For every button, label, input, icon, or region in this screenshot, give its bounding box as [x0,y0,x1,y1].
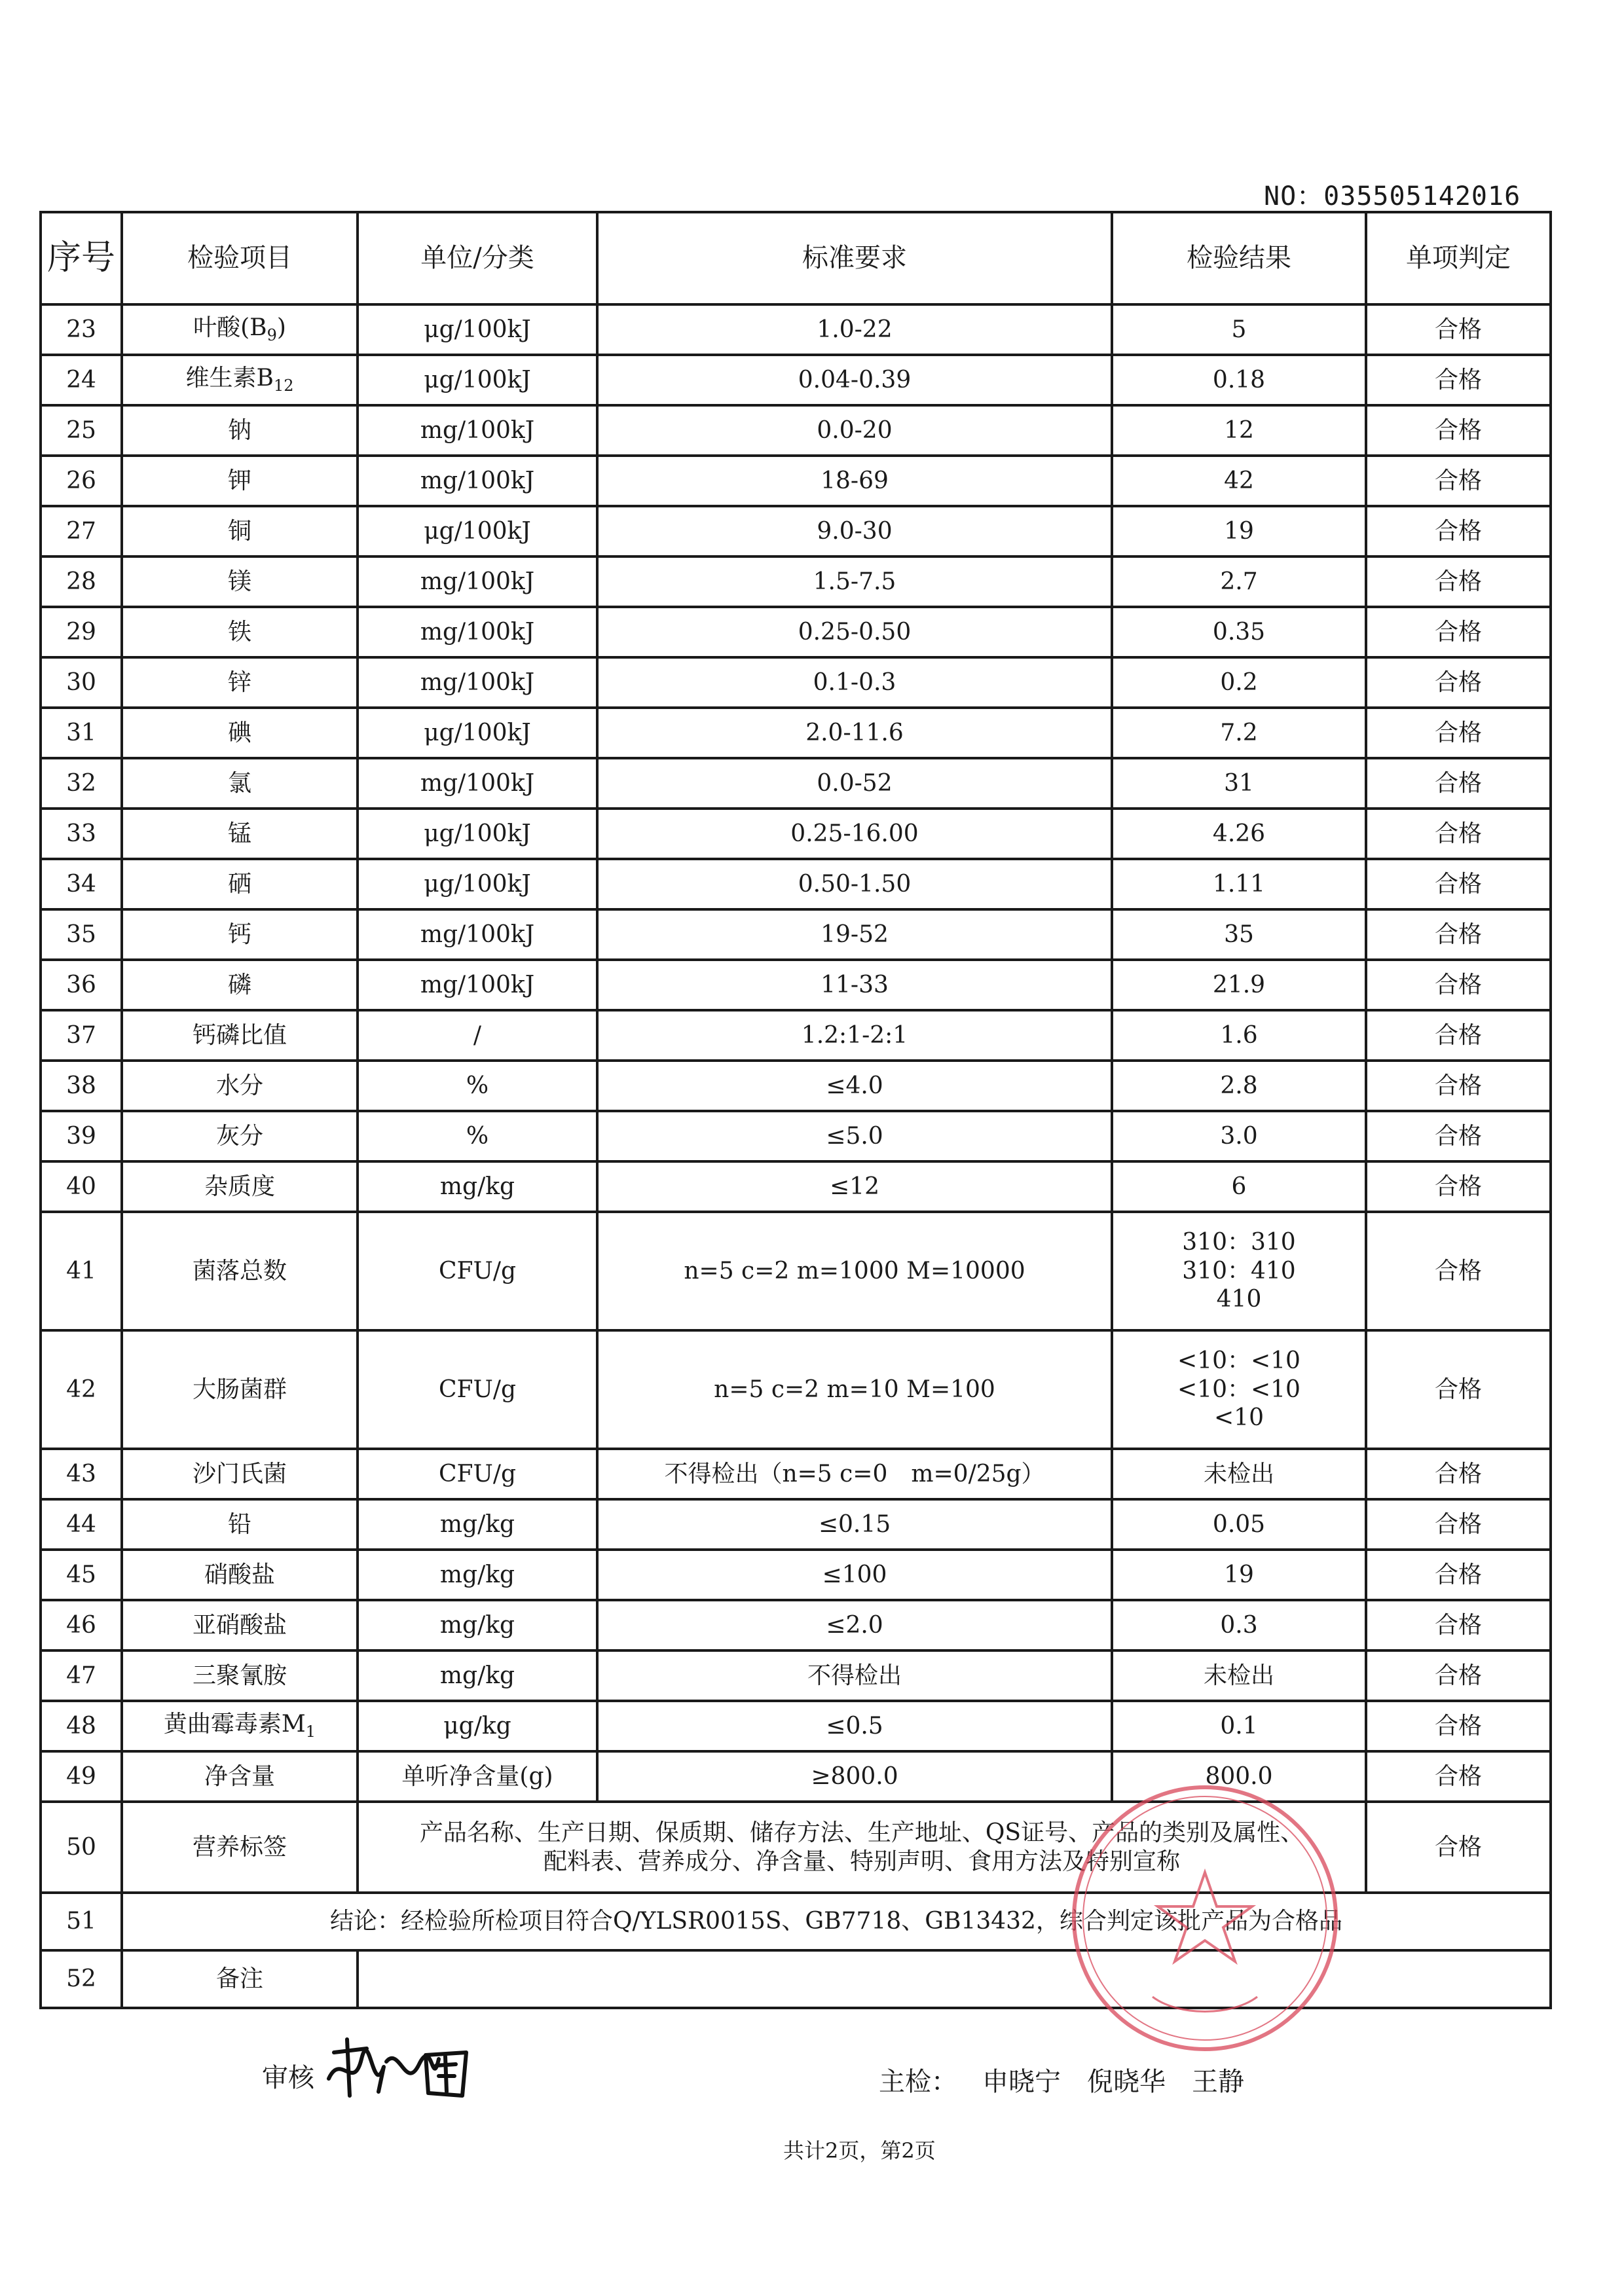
verdict: 合格 [1366,708,1551,758]
row-number: 42 [41,1330,122,1449]
verdict: 合格 [1366,1701,1551,1751]
row-number: 37 [41,1010,122,1061]
item-name [122,607,358,657]
row-number: 40 [41,1161,122,1212]
result: 19 [1112,506,1366,556]
verdict: 合格 [1366,809,1551,859]
table-row [41,506,1551,556]
official-seal [1061,1722,1369,2102]
table-row [41,1061,1551,1111]
label-requirements-line: 配料表、营养成分、净含量、特别声明、食用方法及特别宣称 [543,1848,1180,1875]
result: 未检出 [1112,1449,1366,1499]
verdict: 合格 [1366,1330,1551,1449]
item-name-text: 镁 [227,568,251,595]
item-name-text: 氯 [227,769,251,797]
table-row [41,304,1551,355]
result [1112,1330,1366,1449]
item-name [122,960,358,1010]
result: 6 [1112,1161,1366,1212]
row-number: 49 [41,1751,122,1802]
table-row [41,1650,1551,1701]
result-line: <10：<10 [1177,1376,1301,1403]
standard-requirement: 0.25-0.50 [597,607,1112,657]
row-number: 34 [41,859,122,909]
result: 0.35 [1112,607,1366,657]
item-name-text: 铜 [227,517,251,545]
item-name-subscript: 12 [273,376,294,395]
result-line: 310：310 [1182,1228,1296,1256]
item-name-text: 黄曲霉毒素M [163,1711,306,1738]
verdict: 合格 [1366,1499,1551,1550]
item-name-text: 钾 [227,467,251,494]
unit: / [358,1010,597,1061]
result: 0.18 [1112,355,1366,405]
standard-requirement: ≤0.5 [597,1701,1112,1751]
result-line: <10：<10 [1177,1347,1301,1374]
item-name-text: 杂质度 [204,1173,275,1200]
standard-requirement: ≤2.0 [597,1600,1112,1650]
header-seq: 序号 [41,212,122,304]
item-name-text: 三聚氰胺 [192,1662,287,1689]
unit: mg/100kJ [358,657,597,708]
item-name [122,1330,358,1449]
unit: mg/100kJ [358,607,597,657]
item-name [122,1701,358,1751]
table-row [41,355,1551,405]
item-name-text: 水分 [215,1072,263,1099]
verdict: 合格 [1366,1111,1551,1161]
table-row [41,607,1551,657]
row-number: 50 [41,1802,122,1893]
row-number: 23 [41,304,122,355]
verdict: 合格 [1366,657,1551,708]
verdict: 合格 [1366,909,1551,960]
row-number: 27 [41,506,122,556]
item-name-text: 磷 [227,971,251,998]
standard-requirement: 0.0-20 [597,405,1112,456]
item-name-text: 锌 [227,668,251,696]
table-row [41,1161,1551,1212]
item-name: 营养标签 [122,1802,358,1893]
standard-requirement: n=5 c=2 m=1000 M=10000 [597,1212,1112,1330]
item-name-text: 净含量 [204,1762,275,1790]
item-name-text: 锰 [227,820,251,847]
verdict: 合格 [1366,1751,1551,1802]
row-number: 33 [41,809,122,859]
table-row [41,456,1551,506]
standard-requirement: 1.0-22 [597,304,1112,355]
row-number: 38 [41,1061,122,1111]
result: 0.05 [1112,1499,1366,1550]
row-number: 39 [41,1111,122,1161]
item-name [122,708,358,758]
unit: μg/100kJ [358,809,597,859]
standard-requirement: ≤5.0 [597,1111,1112,1161]
item-name [122,809,358,859]
item-name [122,1212,358,1330]
verdict: 合格 [1366,758,1551,809]
item-name-text: 钙磷比值 [192,1021,287,1049]
verdict: 合格 [1366,456,1551,506]
verdict: 合格 [1366,1600,1551,1650]
unit: μg/100kJ [358,506,597,556]
report-number: NO：035505142016 [1264,181,1521,211]
item-name-text: 维生素B [185,365,274,392]
item-name [122,405,358,456]
unit: mg/kg [358,1650,597,1701]
result: 0.1 [1112,1701,1366,1751]
unit: mg/kg [358,1550,597,1600]
unit: mg/kg [358,1600,597,1650]
verdict: 合格 [1366,506,1551,556]
item-name [122,859,358,909]
verdict: 合格 [1366,1212,1551,1330]
result-line: 410 [1216,1286,1262,1313]
verdict: 合格 [1366,1449,1551,1499]
table-row [41,1212,1551,1330]
item-name [122,1550,358,1600]
result: 5 [1112,304,1366,355]
row-number: 44 [41,1499,122,1550]
item-name [122,506,358,556]
item-name [122,1010,358,1061]
unit: % [358,1111,597,1161]
item-name-subscript: 1 [305,1722,316,1741]
header-standard: 标准要求 [597,212,1112,304]
standard-requirement: 0.04-0.39 [597,355,1112,405]
item-name-text: 铁 [227,618,251,646]
result: 2.7 [1112,556,1366,607]
item-name-text: 硝酸盐 [204,1561,275,1588]
table-row [41,1010,1551,1061]
item-name [122,1650,358,1701]
standard-requirement: 18-69 [597,456,1112,506]
row-number: 41 [41,1212,122,1330]
standard-requirement: 0.25-16.00 [597,809,1112,859]
table-row [41,1330,1551,1449]
note-label: 备注 [122,1950,358,2008]
unit: mg/100kJ [358,556,597,607]
result: 1.11 [1112,859,1366,909]
header-result: 检验结果 [1112,212,1366,304]
table-row [41,405,1551,456]
item-name [122,1449,358,1499]
result: 19 [1112,1550,1366,1600]
row-number: 46 [41,1600,122,1650]
table-row [41,1449,1551,1499]
row-number: 28 [41,556,122,607]
item-name [122,758,358,809]
standard-requirement: ≤12 [597,1161,1112,1212]
item-name-text: 菌落总数 [192,1257,287,1285]
item-name-text: 大肠菌群 [192,1376,287,1403]
unit: mg/100kJ [358,758,597,809]
standard-requirement: ≤4.0 [597,1061,1112,1111]
item-name [122,304,358,355]
table-header-row [41,212,1551,304]
table-row [41,1499,1551,1550]
inspector-names: 申晓宁 倪晓华 王静 [982,2067,1244,2097]
row-number: 35 [41,909,122,960]
result: 21.9 [1112,960,1366,1010]
verdict: 合格 [1366,556,1551,607]
item-name [122,556,358,607]
verdict: 合格 [1366,405,1551,456]
standard-requirement: 19-52 [597,909,1112,960]
verdict: 合格 [1366,960,1551,1010]
header-verdict: 单项判定 [1366,212,1551,304]
result: 1.6 [1112,1010,1366,1061]
item-name-text: 灰分 [215,1122,263,1150]
standard-requirement: 11-33 [597,960,1112,1010]
row-number: 47 [41,1650,122,1701]
item-name-text: 亚硝酸盐 [192,1611,287,1639]
result: 31 [1112,758,1366,809]
result-line: <10 [1214,1404,1264,1432]
result: 800.0 [1112,1751,1366,1802]
item-name-text: 钠 [227,416,251,444]
row-number: 31 [41,708,122,758]
row-number: 30 [41,657,122,708]
table-row [41,909,1551,960]
unit: μg/100kJ [358,859,597,909]
unit: mg/100kJ [358,960,597,1010]
result: 12 [1112,405,1366,456]
verdict: 合格 [1366,1802,1551,1893]
item-name-text: 硒 [227,870,251,898]
table-row [41,657,1551,708]
result: 42 [1112,456,1366,506]
item-name [122,355,358,405]
inspector-label: 主检： [879,2067,957,2097]
result: 未检出 [1112,1650,1366,1701]
item-name [122,1751,358,1802]
header-item: 检验项目 [122,212,358,304]
standard-requirement: 不得检出（n=5 c=0 m=0/25g） [597,1449,1112,1499]
item-name [122,456,358,506]
reviewer-signature [321,2033,478,2105]
unit: CFU/g [358,1212,597,1330]
standard-requirement: 0.50-1.50 [597,859,1112,909]
row-number: 52 [41,1950,122,2008]
label-requirements-line: 产品名称、生产日期、保质期、储存方法、生产地址、QS证号、产品的类别及属性、 [419,1819,1304,1846]
row-number: 24 [41,355,122,405]
table-row [41,960,1551,1010]
conclusion-text: 结论：经检验所检项目符合Q/YLSR0015S、GB7718、GB13432，综合判定该批产品为合格品 [122,1893,1551,1950]
standard-requirement: 2.0-11.6 [597,708,1112,758]
standard-requirement: n=5 c=2 m=10 M=100 [597,1330,1112,1449]
result: 2.8 [1112,1061,1366,1111]
header-unit: 单位/分类 [358,212,597,304]
result-line: 310：410 [1182,1257,1296,1285]
item-name-text: 铅 [227,1510,251,1538]
item-name-subscript: 9 [267,326,277,345]
item-name-text: 碘 [227,719,251,746]
unit: μg/100kJ [358,355,597,405]
result: 0.3 [1112,1600,1366,1650]
result [1112,1212,1366,1330]
row-number: 29 [41,607,122,657]
standard-requirement: ≥800.0 [597,1751,1112,1802]
note-value [358,1950,1551,2008]
unit: μg/kg [358,1701,597,1751]
row-number: 26 [41,456,122,506]
standard-requirement: ≤0.15 [597,1499,1112,1550]
standard-requirement: 1.5-7.5 [597,556,1112,607]
row-number: 45 [41,1550,122,1600]
result: 0.2 [1112,657,1366,708]
reviewer-label: 审核 [262,2063,314,2093]
row-number: 32 [41,758,122,809]
result: 4.26 [1112,809,1366,859]
standard-requirement: 1.2:1-2:1 [597,1010,1112,1061]
unit: 单听净含量(g) [358,1751,597,1802]
item-name [122,1600,358,1650]
result: 7.2 [1112,708,1366,758]
row-number: 48 [41,1701,122,1751]
item-name [122,1499,358,1550]
verdict: 合格 [1366,1061,1551,1111]
verdict: 合格 [1366,859,1551,909]
row-number: 25 [41,405,122,456]
table-row [41,1600,1551,1650]
unit: mg/kg [358,1499,597,1550]
unit: % [358,1061,597,1111]
item-name-tail: ) [276,314,286,342]
table-row [41,809,1551,859]
result: 35 [1112,909,1366,960]
result: 3.0 [1112,1111,1366,1161]
table-row [41,859,1551,909]
table-row [41,758,1551,809]
item-name [122,1161,358,1212]
verdict: 合格 [1366,1161,1551,1212]
unit: CFU/g [358,1449,597,1499]
unit: mg/100kJ [358,405,597,456]
row-number: 51 [41,1893,122,1950]
verdict: 合格 [1366,355,1551,405]
unit: mg/100kJ [358,909,597,960]
unit: mg/100kJ [358,456,597,506]
item-name-text: 沙门氏菌 [192,1460,287,1487]
table-row [41,1111,1551,1161]
item-name-text: 叶酸(B [193,314,267,342]
standard-requirement: 9.0-30 [597,506,1112,556]
unit: μg/100kJ [358,708,597,758]
unit: μg/100kJ [358,304,597,355]
page-info: 共计2页，第2页 [783,2138,936,2163]
item-name [122,1061,358,1111]
item-name [122,1111,358,1161]
verdict: 合格 [1366,304,1551,355]
verdict: 合格 [1366,1010,1551,1061]
standard-requirement: 0.0-52 [597,758,1112,809]
verdict: 合格 [1366,1550,1551,1600]
table-row [41,708,1551,758]
row-number: 43 [41,1449,122,1499]
table-row [41,1550,1551,1600]
standard-requirement: 不得检出 [597,1650,1112,1701]
item-name [122,909,358,960]
item-name-text: 钙 [227,920,251,948]
table-row [41,556,1551,607]
standard-requirement: 0.1-0.3 [597,657,1112,708]
verdict: 合格 [1366,1650,1551,1701]
unit: mg/kg [358,1161,597,1212]
item-name [122,657,358,708]
row-number: 36 [41,960,122,1010]
verdict: 合格 [1366,607,1551,657]
unit: CFU/g [358,1330,597,1449]
standard-requirement: ≤100 [597,1550,1112,1600]
